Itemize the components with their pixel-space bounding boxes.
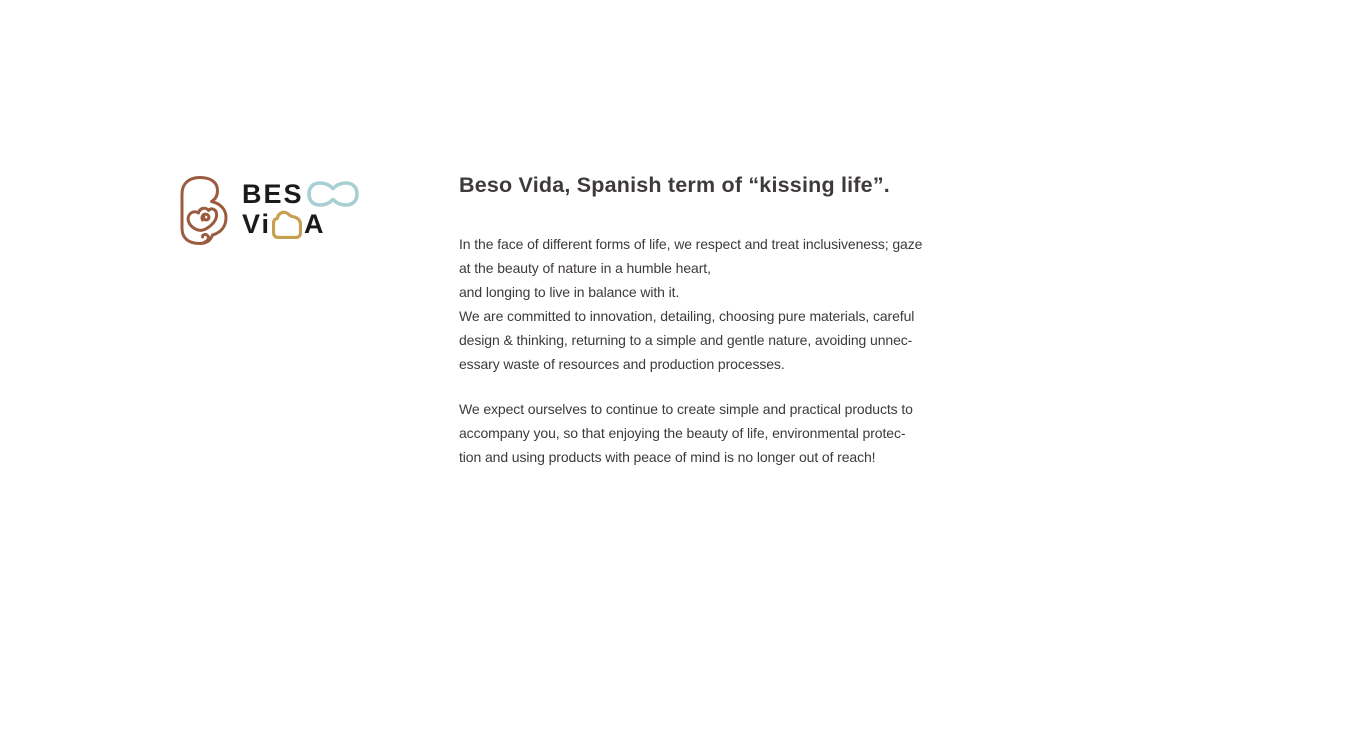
body-line: and longing to live in balance with it.	[459, 284, 680, 300]
peanut-outline-icon	[307, 181, 359, 207]
body-line: accompany you, so that enjoying the beauty of life, environmental protec-	[459, 425, 906, 441]
wordmark-row-beso	[242, 180, 359, 209]
body-line: at the beauty of nature in a humble heart,	[459, 260, 711, 276]
body-line: In the face of different forms of life, we respect and treat inclusiveness; gaze	[459, 236, 923, 252]
body-line: tion and using products with peace of mind is no longer out of reach!	[459, 449, 876, 465]
body-line: essary waste of resources and production processes.	[459, 356, 785, 372]
about-text-column	[459, 171, 959, 469]
mission-paragraph	[459, 397, 959, 469]
mother-kiss-line-art-icon	[177, 172, 235, 247]
wordmark-bes-text: BES	[242, 179, 304, 209]
beso-vida-logo[interactable]	[177, 170, 359, 247]
wordmark-vi-text: Vi	[242, 209, 272, 239]
body-line: design & thinking, returning to a simple and gentle nature, avoiding unnec-	[459, 332, 913, 348]
body-line: We are committed to innovation, detailing, choosing pure materials, careful	[459, 308, 915, 324]
wordmark-row-vida	[242, 210, 359, 239]
body-line: We expect ourselves to continue to create simple and practical products to	[459, 401, 913, 417]
intro-paragraph	[459, 232, 959, 376]
beso-vida-wordmark	[242, 180, 359, 239]
wordmark-a-text: A	[304, 209, 326, 239]
pot-outline-icon	[272, 210, 302, 239]
page-title: Beso Vida, Spanish term of “kissing life”.	[459, 173, 890, 197]
